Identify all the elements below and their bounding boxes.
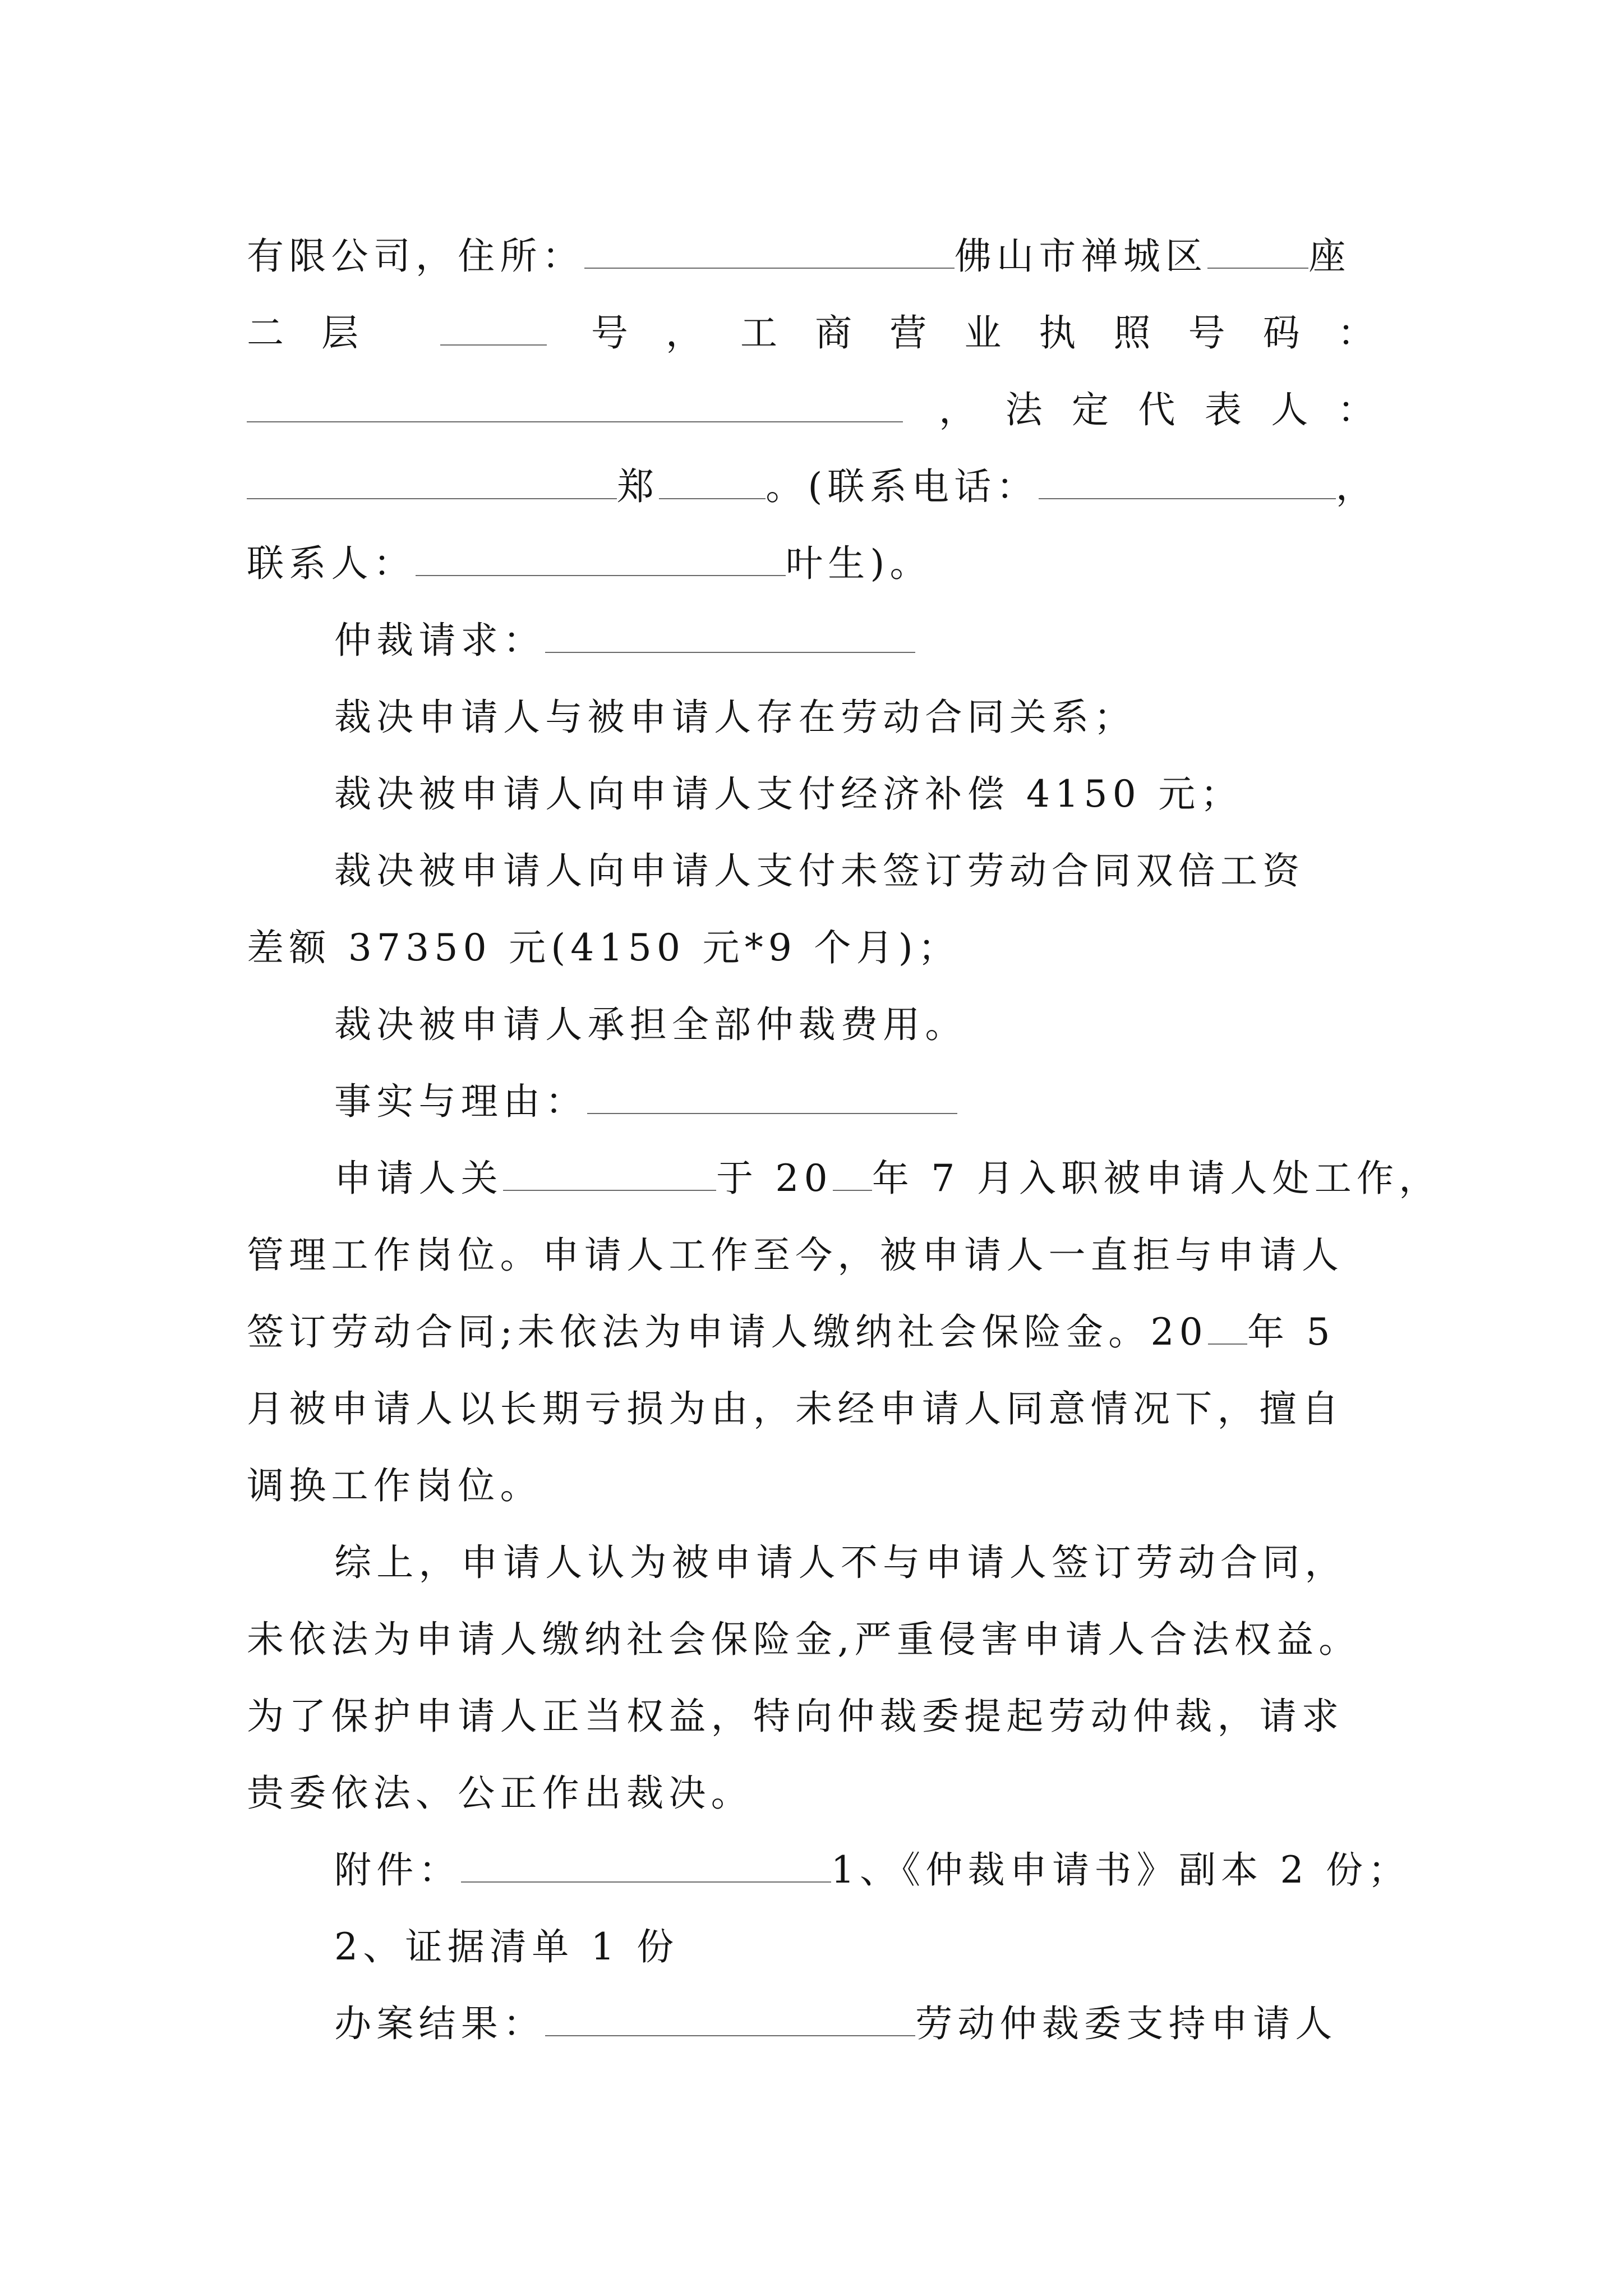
blank-field [247,382,903,422]
text-line [247,1908,1380,1985]
text-line [247,756,1380,832]
blank-field [1039,459,1336,499]
text-segment: 裁决被申请人向申请人支付未签订劳动合同双倍工资 [334,849,1305,892]
text-segment: 佛山市禅城区 [954,234,1208,278]
blank-field [461,1842,831,1883]
blank-field [584,228,955,269]
text-line [247,1601,1380,1678]
text-segment: 月被申请人以长期亏损为由，未经申请人同意情况下，擅自 [247,1387,1344,1430]
text-segment: 调换工作岗位。 [247,1464,542,1507]
text-line [247,371,1380,448]
blank-field [416,536,786,576]
text-segment: 年 7 月入职被申请人处工作， [872,1157,1441,1200]
blank-field [659,459,766,499]
blank-field [587,1074,957,1114]
text-line [247,1447,1380,1524]
text-segment: 综上，申请人认为被申请人不与申请人签订劳动合同， [334,1541,1347,1584]
text-segment: 仲裁请求： [334,619,546,662]
blank-field [833,1151,872,1191]
blank-field [503,1151,716,1191]
blank-field [1208,1304,1247,1345]
text-line [247,1678,1380,1755]
text-segment: 未依法为申请人缴纳社会保险金,严重侵害申请人合法权益。 [247,1618,1361,1661]
text-line [247,1370,1380,1447]
blank-field [545,613,915,653]
text-line [247,1294,1380,1370]
text-segment: 事实与理由： [334,1080,588,1123]
text-segment: 附件： [334,1848,461,1892]
text-line [247,1985,1380,2062]
text-segment: 2、证据清单 1 份 [334,1925,679,1968]
blank-field [1207,228,1308,269]
text-segment: 叶生)。 [785,542,932,585]
text-segment: 裁决被申请人向申请人支付经济补偿 4150 元； [334,772,1243,816]
text-segment: 差额 37350 元(4150 元*9 个月)； [247,926,961,969]
document-page [247,218,1441,2062]
text-line [247,1140,1441,1217]
text-line [247,602,1380,679]
blank-field [247,459,617,499]
text-line [247,1063,1380,1140]
text-segment: 号，工商营业执照号码： [591,311,1380,355]
text-segment: 二层 [247,311,396,355]
text-segment: 有限公司，住所： [247,234,584,278]
text-line [247,218,1380,295]
text-line [247,1217,1380,1294]
text-line [247,525,1380,602]
text-segment: 裁决被申请人承担全部仲裁费用。 [334,1003,967,1046]
text-segment: 贵委依法、公正作出裁决。 [247,1772,753,1815]
text-line [247,1755,1380,1832]
text-segment: 签订劳动合同;未依法为申请人缴纳社会保险金。20 [247,1310,1208,1354]
blank-field [440,305,547,346]
text-segment: 郑 [617,465,660,508]
text-segment: 联系人： [247,542,416,585]
text-segment: 办案结果： [334,2002,546,2045]
text-segment: ，法定代表人： [939,388,1380,431]
text-line [247,1832,1410,1908]
text-line [247,832,1380,909]
text-line [247,986,1380,1063]
text-segment: 座 [1308,234,1351,278]
text-line [247,295,1380,371]
text-segment: 。(联系电话： [766,465,1039,508]
text-line [247,1524,1380,1601]
text-segment: 1、《仲裁申请书》副本 2 份； [831,1848,1410,1892]
text-segment: ， [1335,465,1378,508]
text-segment: 劳动仲裁委支持申请人 [915,2002,1338,2045]
text-line [247,679,1380,756]
text-segment: 管理工作岗位。申请人工作至今，被申请人一直拒与申请人 [247,1234,1344,1277]
text-line [247,909,1380,986]
blank-field [545,1996,915,2036]
text-segment: 年 5 [1247,1310,1335,1354]
text-segment: 于 20 [716,1157,833,1200]
text-line [247,448,1380,525]
text-segment: 裁决申请人与被申请人存在劳动合同关系； [334,696,1136,739]
text-segment: 申请人关 [334,1157,503,1200]
text-segment: 为了保护申请人正当权益，特向仲裁委提起劳动仲裁，请求 [247,1695,1344,1738]
